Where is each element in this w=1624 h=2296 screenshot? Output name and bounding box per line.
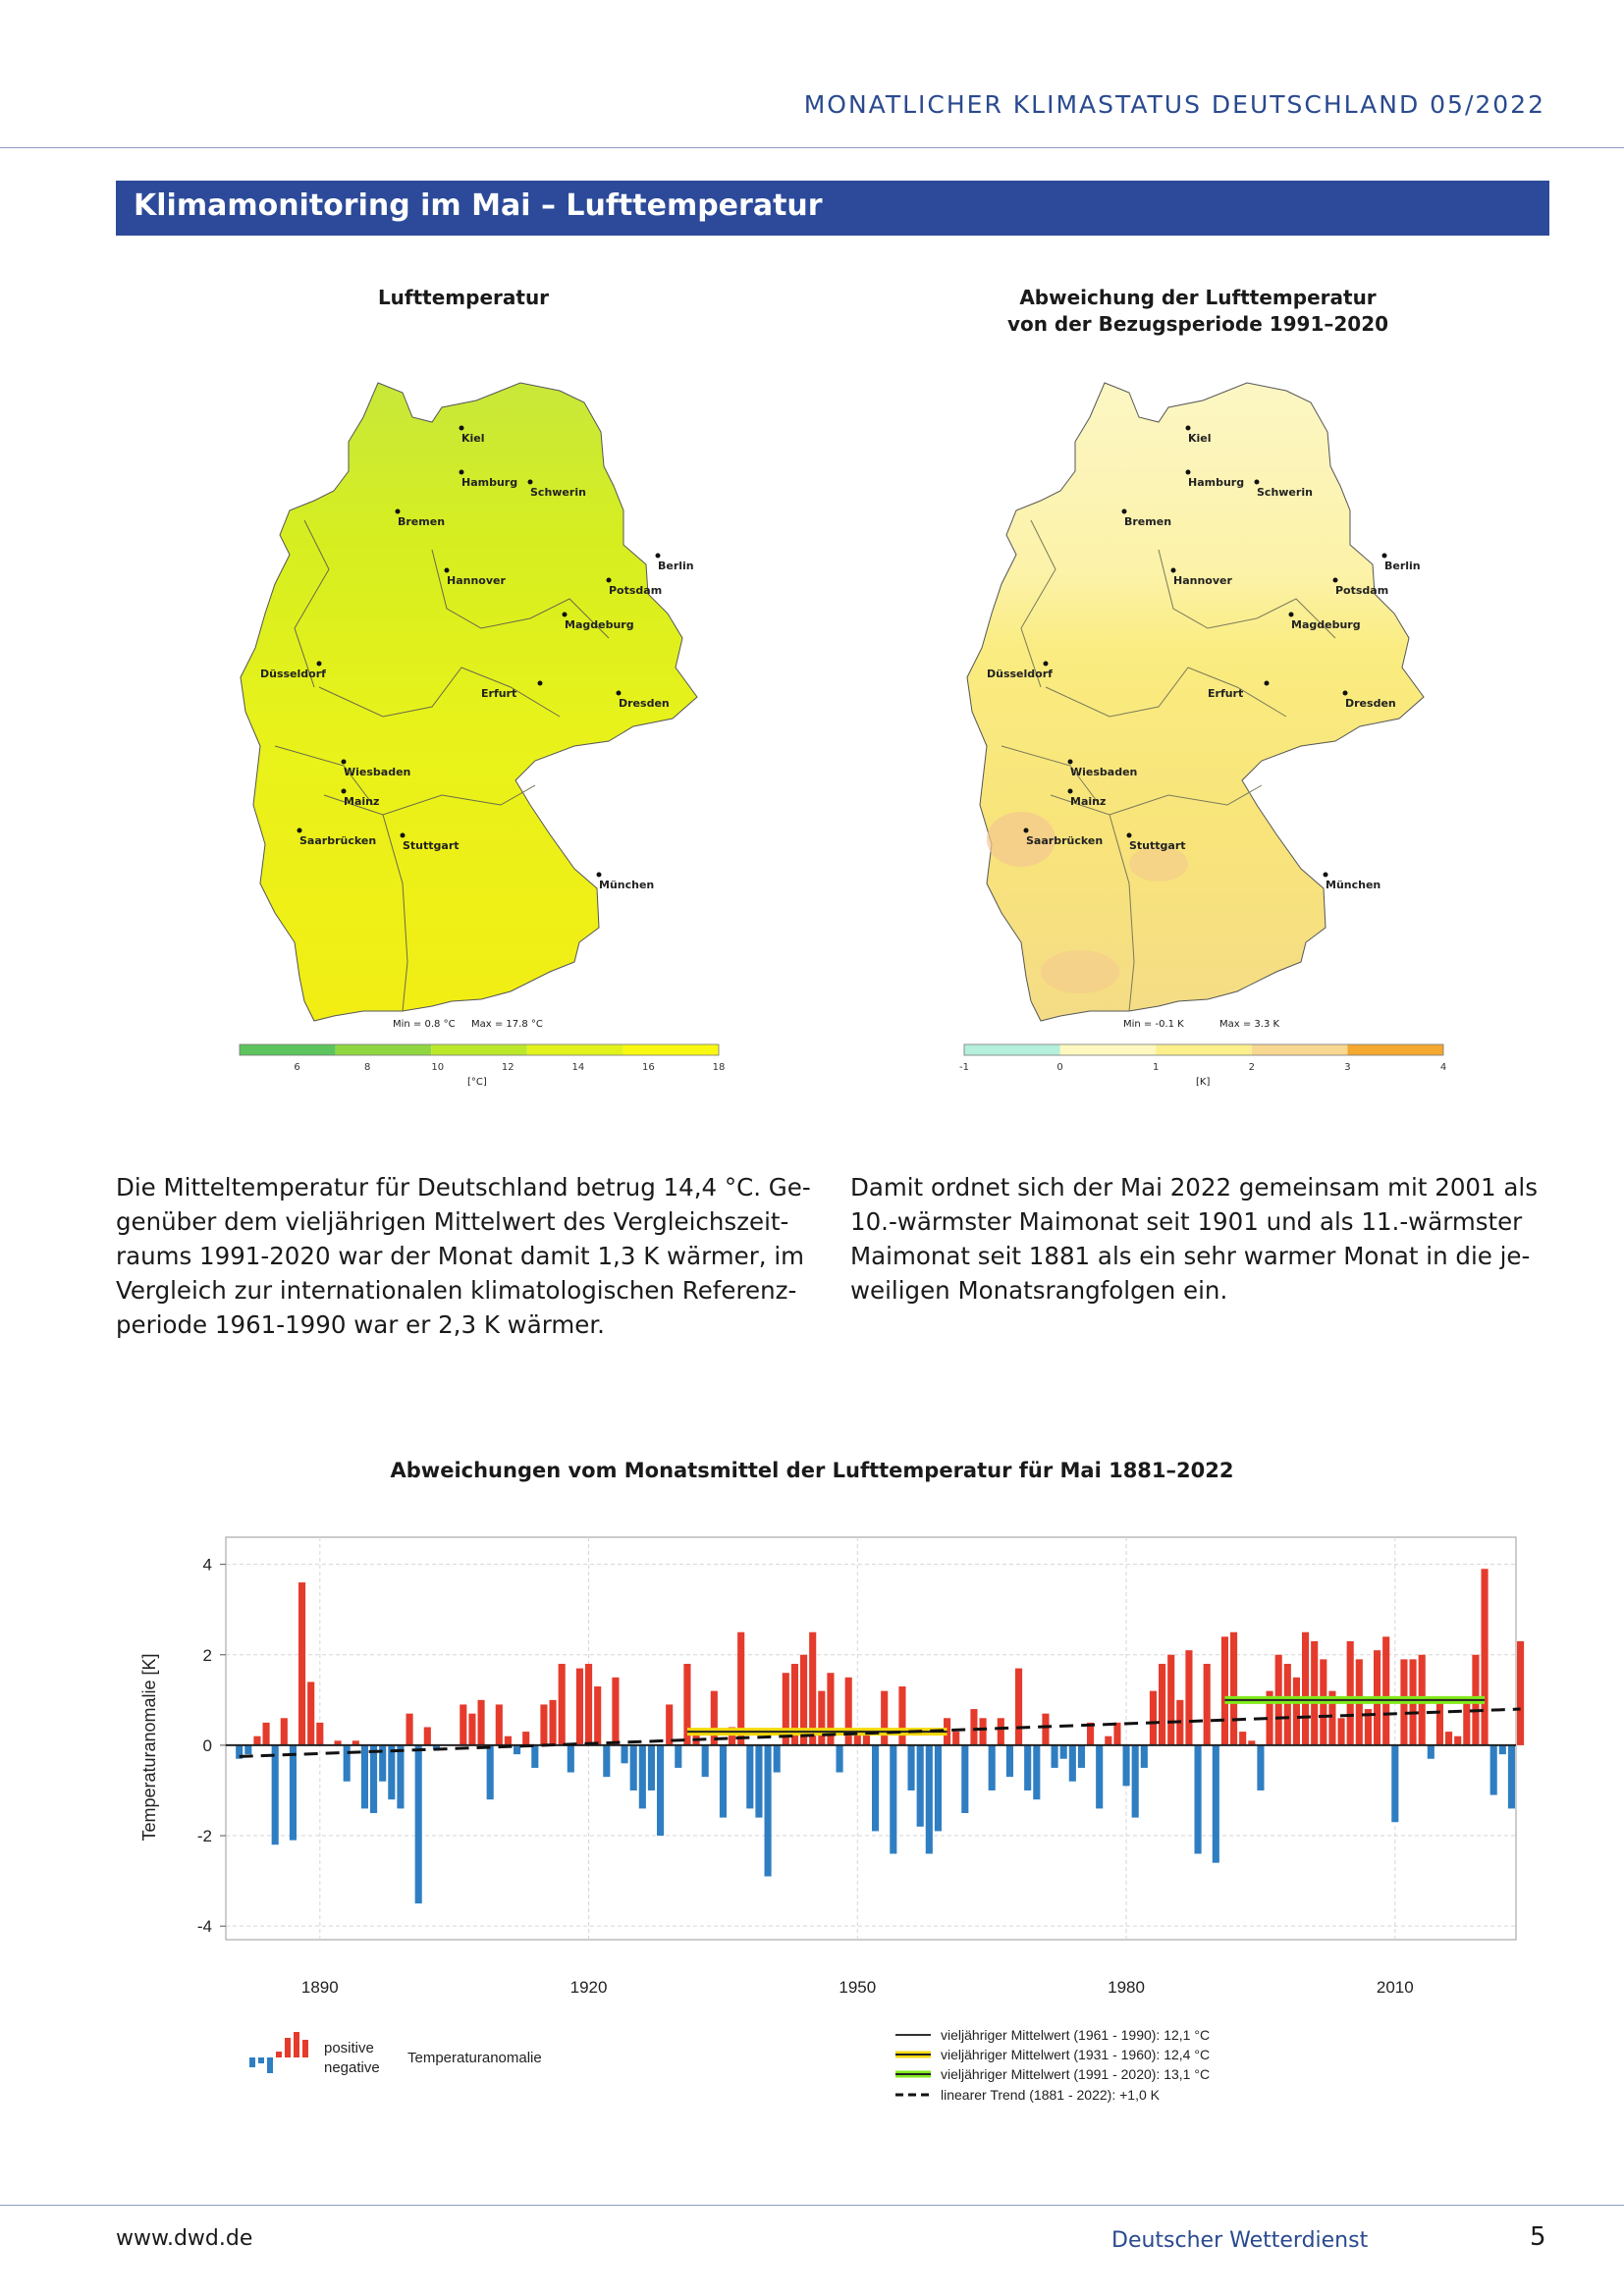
city-label: Kiel [1188,432,1212,445]
bar-positive [1105,1736,1111,1745]
city-label: Berlin [1384,560,1421,572]
scale-tick-label: 12 [501,1062,514,1073]
bar-negative [639,1745,646,1808]
city-dot [563,613,568,617]
bar-negative [1508,1745,1515,1808]
city-label: Dresden [1345,697,1396,710]
footer-organisation: Deutscher Wetterdienst [1111,2228,1369,2253]
bar-negative [935,1745,942,1832]
bar-negative [370,1745,377,1813]
scale-swatch [1156,1044,1252,1055]
bar-negative [603,1745,610,1777]
city-dot [317,662,322,667]
text-line: Vergleich zur internationalen klimatologischen Referenz- [116,1276,797,1305]
bar-positive [1185,1650,1192,1745]
y-axis-label: Temperaturanomalie [K] [139,1653,159,1842]
scale-tick-label: 10 [431,1062,445,1073]
city-label: Kiel [461,432,485,445]
anomaly-bar-chart [0,1512,1624,2120]
map-temperature-title-line: Lufttemperatur [377,286,550,309]
y-tick-label: -4 [196,1917,212,1937]
bar-negative [622,1745,628,1763]
bar-positive [1463,1700,1470,1745]
scale-swatch [964,1044,1060,1055]
bar-negative [1132,1745,1139,1818]
legend-swatch-positive [285,2038,291,2057]
bar-negative [746,1745,753,1808]
section-title: Klimamonitoring im Mai – Lufttemperatur [134,188,823,223]
y-ticks [197,1556,226,1937]
bar-positive [1436,1700,1443,1745]
bar-positive [1015,1669,1022,1745]
legend-positive: positive [324,2040,374,2056]
bar-positive [253,1736,260,1745]
city-label: Hannover [1173,574,1232,587]
bar-negative [1257,1745,1264,1790]
bar-negative [514,1745,520,1754]
city-dot [396,509,401,514]
x-ticks [301,1978,1414,1997]
legend-lines [895,2027,1210,2103]
map-anomaly-title [903,285,1492,338]
bar-negative [1078,1745,1085,1768]
map-anomaly-max: Max = 3.3 K [1219,1019,1280,1030]
scale-tick-label: 18 [712,1062,726,1073]
city-dot [342,760,347,765]
bar-positive [1517,1641,1524,1745]
city-dot [1024,828,1029,833]
bar-negative [415,1745,422,1903]
bar-negative [765,1745,772,1877]
x-tick-label: 1890 [300,1978,339,1997]
city-label: Mainz [344,795,380,808]
city-dot [1186,470,1191,475]
bar-positive [898,1686,905,1745]
city-label: Düsseldorf [260,667,326,680]
bar-positive [998,1718,1004,1745]
bar-positive [1221,1636,1228,1745]
scale-swatch [336,1044,432,1055]
city-label: Mainz [1070,795,1107,808]
bar-negative [1006,1745,1013,1777]
city-label: Schwerin [1257,486,1313,499]
scale-swatch [240,1044,336,1055]
city-dot [342,789,347,794]
bar-positive [1113,1723,1120,1745]
y-tick-label: 4 [202,1555,212,1575]
bar-negative [1033,1745,1040,1799]
scale-tick-label: 0 [1056,1062,1063,1073]
city-dot [1324,873,1328,878]
bar-negative [890,1745,896,1854]
legend-swatch-negative [267,2057,273,2073]
bar-positive [881,1691,888,1745]
bar-negative [568,1745,574,1773]
city-dot [1333,578,1338,583]
legend-anomaly [249,2032,542,2076]
bar-positive [594,1686,601,1745]
bar-negative [961,1745,968,1813]
x-tick-label: 2010 [1376,1978,1414,1997]
x-tick-label: 1920 [569,1978,608,1997]
bar-positive [1293,1678,1300,1745]
text-line: Damit ordnet sich der Mai 2022 gemeinsam mit 2001 als [850,1173,1538,1201]
bar-negative [774,1745,781,1773]
bar-negative [1195,1745,1202,1854]
legend-swatch-negative [249,2057,255,2067]
bar-negative [1490,1745,1497,1795]
bar-negative [872,1745,879,1832]
map-anomaly-title-line1: Abweichung der Lufttemperatur [1019,286,1377,309]
scale-tick-label: -1 [959,1062,969,1073]
map-temperature-title [267,285,660,311]
map-anomaly [962,373,1473,1099]
city-dot [1122,509,1127,514]
scale-swatch [431,1044,527,1055]
bar-negative [361,1745,368,1808]
text-line: periode 1961-1990 war er 2,3 K wärmer. [116,1310,605,1339]
bar-negative [344,1745,351,1782]
bar-negative [755,1745,762,1818]
legend-negative: negative [324,2059,380,2076]
bar-negative [720,1745,727,1818]
city-dot [1127,833,1132,838]
scale-swatch [1347,1044,1443,1055]
map-anomaly-unit: [K] [1196,1077,1211,1088]
bar-negative [908,1745,915,1790]
bar-negative [531,1745,538,1768]
city-dot [1343,691,1348,696]
city-dot [1382,554,1387,559]
bar-positive [1204,1664,1211,1745]
bar-negative [1060,1745,1067,1759]
city-label: München [1326,879,1381,891]
bar-positive [540,1704,547,1744]
bar-negative [1141,1745,1148,1768]
text-column-right [850,1170,1547,1308]
bar-negative [1024,1745,1031,1790]
text-line: Maimonat seit 1881 als ein sehr warmer Monat in die je- [850,1242,1531,1270]
city-dot [1068,789,1073,794]
scale-swatch [1060,1044,1157,1055]
city-label: Berlin [658,560,694,572]
bar-positive [980,1718,987,1745]
city-dot [401,833,406,838]
bar-negative [926,1745,933,1854]
bar-positive [424,1727,431,1744]
legend-label-trend: linearer Trend (1881 - 2022): +1,0 K [941,2087,1160,2103]
bar-positive [612,1678,619,1745]
header-rule [0,147,1624,148]
bar-negative [648,1745,655,1790]
page-number: 5 [1530,2222,1546,2252]
city-dot [528,480,533,485]
city-dot [1289,613,1294,617]
city-label: Saarbrücken [299,834,377,847]
bar-negative [657,1745,664,1836]
bar-positive [1239,1732,1246,1745]
legend-swatch-positive [294,2032,299,2057]
map-temperature-min: Min = 0.8 °C [393,1019,456,1030]
legend-label-1931-1960: vieljähriger Mittelwert (1931 - 1960): 12,4 °C [941,2047,1211,2062]
bar-negative [837,1745,843,1773]
y-tick-label: 2 [202,1645,212,1665]
city-label: Dresden [619,697,670,710]
city-dot [1044,662,1049,667]
bar-positive [1284,1664,1291,1745]
city-dot [656,554,661,559]
scale-tick-label: 16 [642,1062,655,1073]
map-temperature-unit: [°C] [467,1077,487,1088]
bar-positive [1302,1632,1309,1745]
city-label: Magdeburg [1291,618,1361,631]
bar-positive [316,1723,323,1745]
city-label: Hamburg [461,476,518,489]
y-tick-label: 0 [202,1735,212,1755]
bar-positive [1042,1714,1049,1745]
bar-negative [388,1745,395,1799]
legend-swatch-positive [302,2040,308,2057]
bar-positive [1159,1664,1165,1745]
y-tick-label: -2 [196,1827,212,1846]
scale-tick-label: 6 [294,1062,300,1073]
city-label: Wiesbaden [1070,766,1138,778]
city-dot [445,568,450,573]
bar-positive [1230,1632,1237,1745]
text-line: weiligen Monatsrangfolgen ein. [850,1276,1228,1305]
scale-swatch [1252,1044,1348,1055]
scale-tick-label: 4 [1439,1062,1447,1073]
city-label: Potsdam [609,584,663,597]
bar-negative [487,1745,494,1799]
city-label: Saarbrücken [1026,834,1104,847]
bar-positive [307,1682,314,1744]
city-dot [1186,426,1191,431]
bar-positive [263,1723,270,1745]
legend-swatch-negative [258,2057,264,2063]
bar-positive [505,1736,512,1745]
bar-positive [1150,1691,1157,1745]
bar-positive [711,1691,718,1745]
city-label: Stuttgart [403,839,460,852]
bar-negative [290,1745,297,1841]
scale-swatch [527,1044,623,1055]
city-dot [538,681,543,686]
bar-positive [478,1700,485,1745]
bar-positive [952,1732,959,1745]
footer-url[interactable]: www.dwd.de [116,2226,253,2251]
city-label: Bremen [398,515,446,528]
bar-positive [468,1714,475,1745]
city-label: Potsdam [1335,584,1389,597]
scale-tick-label: 2 [1248,1062,1255,1073]
city-label: Schwerin [530,486,586,499]
bar-positive [1311,1641,1318,1745]
bar-negative [1428,1745,1435,1759]
bar-positive [1167,1655,1174,1745]
footer-rule [0,2205,1624,2206]
warm-anomaly-patch [1041,950,1119,993]
bar-positive [460,1704,466,1744]
bar-positive [970,1709,977,1745]
bar-negative [1499,1745,1506,1754]
city-dot [617,691,622,696]
bar-negative [1052,1745,1058,1768]
bar-positive [298,1582,305,1745]
city-dot [597,873,602,878]
city-label: Hamburg [1188,476,1245,489]
bar-positive [1445,1732,1452,1745]
scale-swatch [623,1044,719,1055]
city-label: Bremen [1124,515,1172,528]
bar-positive [818,1691,825,1745]
bar-negative [917,1745,924,1827]
legend-swatch-positive [276,2052,282,2057]
bar-negative [1213,1745,1219,1863]
city-label: Erfurt [1208,687,1244,700]
bar-positive [406,1714,413,1745]
text-line: Die Mitteltemperatur für Deutschland betrug 14,4 °C. Ge- [116,1173,811,1201]
city-label: Magdeburg [565,618,634,631]
bar-positive [1454,1736,1461,1745]
city-label: München [599,879,655,891]
bar-negative [675,1745,681,1768]
map-anomaly-min: Min = -0.1 K [1123,1019,1184,1030]
map-anomaly-title-line2: von der Bezugsperiode 1991–2020 [1006,312,1389,336]
scale-tick-label: 14 [571,1062,585,1073]
bar-negative [989,1745,996,1790]
bar-negative [272,1745,279,1844]
bar-positive [576,1669,583,1745]
city-dot [1068,760,1073,765]
city-dot [460,426,464,431]
bar-positive [1347,1641,1354,1745]
bar-negative [630,1745,637,1790]
report-title: MONATLICHER KLIMASTATUS DEUTSCHLAND 05/2022 [803,90,1545,119]
bar-positive [1382,1636,1389,1745]
bar-positive [1338,1718,1345,1745]
bar-positive [496,1704,503,1744]
city-label: Hannover [447,574,506,587]
bar-positive [1482,1569,1489,1745]
bar-positive [522,1732,529,1745]
bar-positive [585,1664,592,1745]
legend-label-1961-1990: vieljähriger Mittelwert (1961 - 1990): 12,1 °C [941,2027,1211,2043]
city-dot [1171,568,1176,573]
city-dot [1265,681,1270,686]
city-dot [460,470,464,475]
map-temperature-max: Max = 17.8 °C [471,1019,543,1030]
text-line: genüber dem vieljährigen Mittelwert des Vergleichszeit- [116,1207,789,1236]
text-column-left [116,1170,813,1342]
text-line: 10.-wärmster Maimonat seit 1901 und als 11.-wärmster [850,1207,1523,1236]
scale-tick-label: 3 [1344,1062,1351,1073]
text-line: raums 1991-2020 war der Monat damit 1,3 K wärmer, im [116,1242,805,1270]
bar-negative [1069,1745,1076,1782]
legend-anomaly-label: Temperaturanomalie [407,2050,542,2066]
map-temperature [236,373,746,1099]
city-dot [607,578,612,583]
bar-negative [1096,1745,1103,1808]
chart-title: Abweichungen vom Monatsmittel der Lufttemperatur für Mai 1881–2022 [390,1459,1234,1482]
city-dot [298,828,302,833]
city-label: Stuttgart [1129,839,1186,852]
bar-negative [1391,1745,1398,1822]
x-tick-label: 1950 [839,1978,877,1997]
scale-tick-label: 8 [363,1062,371,1073]
city-label: Erfurt [481,687,517,700]
city-dot [1255,480,1260,485]
bar-negative [397,1745,404,1808]
bar-positive [550,1700,557,1745]
bar-negative [702,1745,709,1777]
legend-label-1991-2020: vieljähriger Mittelwert (1991 - 2020): 13,1 °C [941,2066,1211,2082]
city-label: Wiesbaden [344,766,411,778]
x-tick-label: 1980 [1108,1978,1145,1997]
bar-negative [244,1745,251,1754]
scale-tick-label: 1 [1153,1062,1160,1073]
bar-positive [559,1664,566,1745]
bar-positive [281,1718,288,1745]
city-label: Düsseldorf [987,667,1053,680]
bar-negative [1123,1745,1130,1786]
